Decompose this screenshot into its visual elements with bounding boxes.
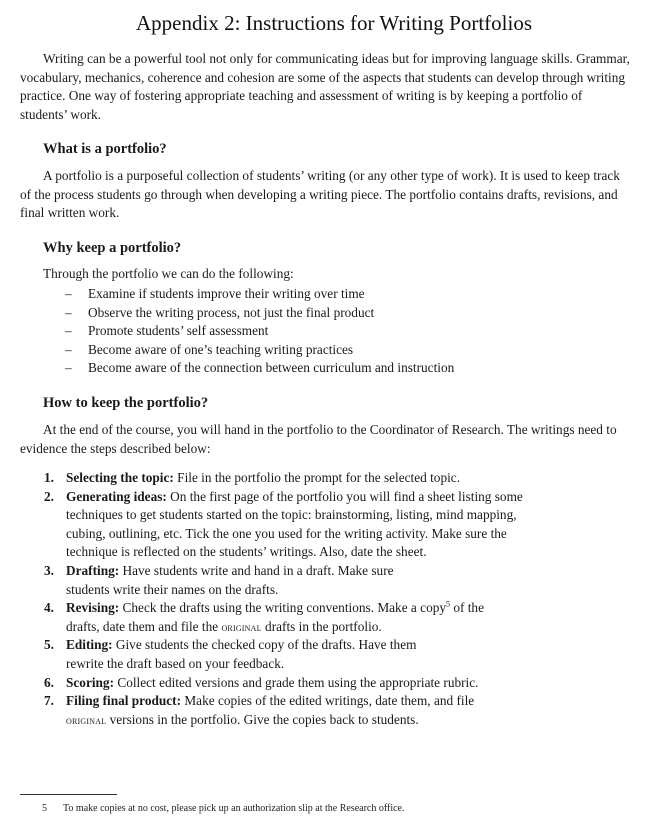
step-item: 6. Scoring: Collect edited versions and grade them using the appropriate rubric.	[44, 674, 479, 690]
step-label: Filing final product:	[66, 693, 182, 709]
step-item: 1. Selecting the topic: File in the portfolio the prompt for the selected topic.	[44, 470, 461, 485]
section-body-how: At the end of the course, you will hand in the portfolio to the Coordinator of Research. The writings need to evidence the steps described below:	[20, 422, 617, 456]
step-item: 4. Revising: Check the drafts using the writing conventions. Make a copy$^5$ of the drafts, date them and file the original drafts in the portfolio.	[44, 599, 484, 634]
list-item: – Examine if students improve their writing over time	[65, 285, 454, 304]
section-heading-how: How to keep the portfolio?	[43, 395, 209, 411]
step-label: Editing:	[66, 637, 113, 653]
page-title: Appendix 2: Instructions for Writing Portfolios	[136, 11, 532, 36]
step-item: 2. Generating ideas: On the first page of the portfolio you will find a sheet listing some techniques to get students started on the topic: brainstorming, listing, mind mapping, cubing, outlining, etc. Tick the one you used for the writing activity. Make sure the technique is reflected on the students’ writings. Also, date the sheet.	[44, 488, 523, 560]
step-item: 7. Filing final product: Make copies of the edited writings, date them, and file original versions in the portfolio. Give the copies back to students.	[44, 693, 475, 727]
list-item: – Become aware of one’s teaching writing practices	[65, 341, 454, 360]
step-label: Generating ideas:	[66, 488, 167, 504]
dash-bullet-icon: –	[65, 360, 72, 376]
why-lead-text: Through the portfolio we can do the following:	[43, 266, 294, 281]
footnote	[42, 803, 405, 814]
dash-bullet-icon: –	[65, 286, 72, 301]
why-bullet-list	[65, 285, 454, 378]
dash-bullet-icon: –	[65, 304, 72, 320]
footnote-number: 5	[42, 803, 47, 814]
step-item: 5. Editing: Give students the checked copy of the drafts. Have them rewrite the draft based on your feedback.	[44, 637, 417, 671]
list-item: – Become aware of the connection between curriculum and instruction	[65, 359, 454, 378]
list-item: – Promote students’ self assessment	[65, 322, 454, 341]
dash-bullet-icon: –	[65, 323, 72, 339]
footnote-text: To make copies at no cost, please pick up an authorization slip at the Research office.	[63, 803, 405, 814]
dash-bullet-icon: –	[65, 341, 72, 357]
steps-list	[44, 469, 536, 729]
step-label: Selecting the topic:	[66, 470, 174, 485]
section-heading-why: Why keep a portfolio?	[43, 240, 182, 256]
step-label: Drafting:	[66, 562, 120, 578]
step-label: Revising:	[66, 600, 120, 616]
intro-paragraph: Writing can be a powerful tool not only for communicating ideas but for improving language skills. Grammar, vocabulary, mechanics, coherence and cohesion are some of the aspects that students can develop through writing practice. One way of fostering appropriate teaching and assessment of writing is by keeping a portfolio of students’ work.	[20, 51, 630, 122]
section-body-what: A portfolio is a purposeful collection of students’ writing (or any other type of work). It is used to keep track of the process students go through when developing a writing piece. The portfolio contains drafts, revisions, and final written work.	[20, 168, 620, 221]
footnote-divider	[20, 794, 117, 795]
step-label: Scoring:	[66, 674, 115, 690]
footnote-ref[interactable]: 5	[446, 599, 451, 609]
step-item: 3. Drafting: Have students write and hand in a draft. Make sure students write their names on the drafts.	[44, 562, 394, 597]
section-heading-what: What is a portfolio?	[43, 141, 167, 157]
list-item: – Observe the writing process, not just the final product	[65, 304, 454, 323]
